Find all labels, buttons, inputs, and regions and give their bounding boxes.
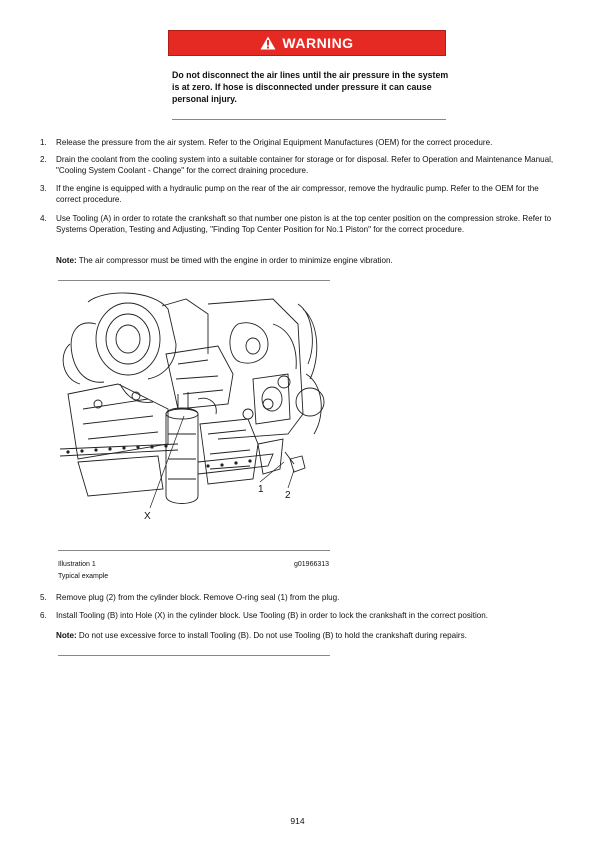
bottom-rule [58, 655, 330, 656]
warning-label: WARNING [282, 35, 354, 51]
step-number: 6. [40, 611, 47, 620]
step-number: 1. [40, 138, 47, 147]
step-1 [40, 137, 560, 148]
illustration-caption: Typical example [58, 573, 109, 580]
warning-divider [172, 119, 446, 120]
illustration-top-rule [58, 280, 330, 281]
illustration-bottom-rule [58, 550, 330, 551]
note-label: Note: [56, 631, 77, 640]
note-text: The air compressor must be timed with the engine in order to minimize engine vibration. [76, 256, 393, 265]
step-text: Use Tooling (A) in order to rotate the crankshaft so that number one piston is at the top center position on the compression stroke. Refer to Systems Operation, Testing and Adjusting, "Finding Top Center Position for No.1 Piston" for the correct procedure. [56, 214, 552, 234]
illustration-title: Illustration 1 [58, 561, 96, 568]
step-text: Release the pressure from the air system. Refer to the Original Equipment Manufactures (OEM) for the correct procedure. [56, 138, 493, 147]
page-number: 914 [290, 816, 305, 826]
warning-text: Do not disconnect the air lines until the air pressure in the system is at zero. If hose is disconnected under pressure it can cause personal injury. [172, 70, 449, 104]
note-text: Do not use excessive force to install Tooling (B). Do not use Tooling (B) to hold the crankshaft during repairs. [76, 631, 467, 640]
step-4 [40, 213, 560, 246]
step-text: Remove plug (2) from the cylinder block. Remove O-ring seal (1) from the plug. [56, 593, 340, 602]
note-label: Note: [56, 256, 77, 265]
step-2 [40, 154, 560, 176]
step-number: 4. [40, 214, 47, 223]
illustration-code: g01966313 [294, 561, 330, 568]
callout-1: 1 [258, 484, 264, 495]
engine-illustration [58, 284, 330, 546]
step-3 [40, 183, 560, 205]
step-number: 5. [40, 593, 47, 602]
note-timing [56, 255, 556, 266]
step-number: 2. [40, 155, 47, 164]
step-6 [40, 610, 560, 621]
step-text: If the engine is equipped with a hydraulic pump on the rear of the air compressor, remove the hydraulic pump. Refer to the OEM for the correct procedure. [56, 184, 539, 204]
step-number: 3. [40, 184, 47, 193]
warning-triangle-icon [260, 36, 276, 50]
step-text: Install Tooling (B) into Hole (X) in the cylinder block. Use Tooling (B) in order to lock the crankshaft in the correct position. [56, 611, 489, 620]
step-text: Drain the coolant from the cooling system into a suitable container for storage or for disposal. Refer to Operation and Maintenance Manual, "Cooling System Coolant - Change" for the correct draining procedure. [56, 155, 554, 175]
note-tooling [56, 630, 556, 641]
warning-banner [168, 30, 446, 56]
callout-x: X [144, 511, 151, 522]
step-5 [40, 592, 560, 603]
callout-2: 2 [285, 490, 291, 501]
